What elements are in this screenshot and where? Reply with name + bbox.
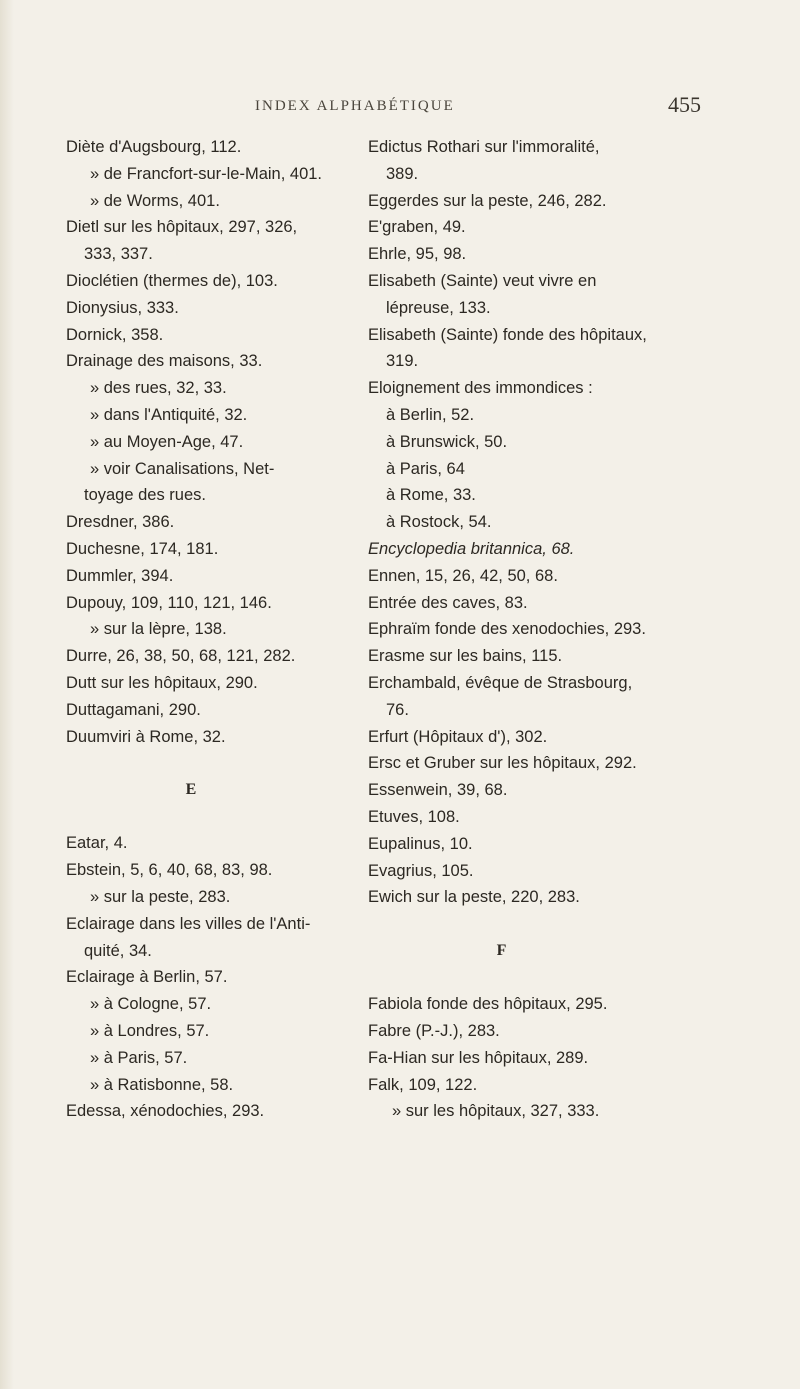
index-entry: Duumviri à Rome, 32.: [66, 727, 226, 746]
index-entry: Essenwein, 39, 68.: [368, 781, 508, 800]
index-entry: Dornick, 358.: [66, 325, 164, 344]
index-entry: Entrée des caves, 83.: [368, 593, 528, 612]
index-column-right: [368, 134, 673, 1125]
index-entry: Dresdner, 386.: [66, 513, 175, 532]
index-entry: 76.: [386, 700, 409, 719]
index-entry: Fa-Hian sur les hôpitaux, 289.: [368, 1048, 589, 1067]
index-entry: Eupalinus, 10.: [368, 834, 473, 853]
index-entry: Eclairage à Berlin, 57.: [66, 968, 228, 987]
index-entry: 333, 337.: [84, 245, 153, 264]
index-entry: Eatar, 4.: [66, 834, 128, 853]
index-entry: » au Moyen-Age, 47.: [90, 432, 244, 451]
index-entry: » sur la peste, 283.: [90, 887, 231, 906]
index-entry: E'graben, 49.: [368, 218, 466, 237]
running-title: INDEX ALPHABÉTIQUE: [255, 98, 455, 114]
index-entry: Ephraïm fonde des xenodochies, 293.: [368, 620, 646, 639]
index-entry: Duttagamani, 290.: [66, 700, 201, 719]
index-entry: » voir Canalisations, Net-: [90, 459, 275, 478]
index-entry: Drainage des maisons, 33.: [66, 352, 263, 371]
index-entry: 389.: [386, 164, 419, 183]
index-entry: à Brunswick, 50.: [386, 432, 508, 451]
index-entry: » des rues, 32, 33.: [90, 379, 227, 398]
index-entry: toyage des rues.: [84, 486, 206, 505]
index-entry: Duchesne, 174, 181.: [66, 539, 219, 558]
index-entry: Eclairage dans les villes de l'Anti-: [66, 914, 311, 933]
index-entry: » à Ratisbonne, 58.: [90, 1075, 234, 1094]
index-entry: Edictus Rothari sur l'immoralité,: [368, 138, 600, 156]
index-entry: » sur les hôpitaux, 327, 333.: [392, 1102, 600, 1121]
index-entry: Ennen, 15, 26, 42, 50, 68.: [368, 566, 558, 585]
index-entry: Elisabeth (Sainte) veut vivre en: [368, 271, 597, 290]
index-entry: Evagrius, 105.: [368, 861, 474, 880]
index-entry: Fabiola fonde des hôpitaux, 295.: [368, 995, 608, 1014]
page-edge: [0, 0, 14, 1389]
index-entry: Etuves, 108.: [368, 807, 460, 826]
index-entry: Ebstein, 5, 6, 40, 68, 83, 98.: [66, 861, 273, 880]
index-entry: Diète d'Augsbourg, 112.: [66, 138, 242, 156]
index-entry: Erfurt (Hôpitaux d'), 302.: [368, 727, 548, 746]
index-entry: à Paris, 64: [386, 459, 465, 478]
index-entry: 319.: [386, 352, 419, 371]
index-entry: Ewich sur la peste, 220, 283.: [368, 888, 580, 907]
index-entry: Dioclétien (thermes de), 103.: [66, 271, 278, 290]
index-entry: Elisabeth (Sainte) fonde des hôpitaux,: [368, 325, 647, 344]
index-entry: » à Londres, 57.: [90, 1021, 210, 1040]
index-entry: Dietl sur les hôpitaux, 297, 326,: [66, 218, 298, 237]
index-entry: Dutt sur les hôpitaux, 290.: [66, 673, 258, 692]
index-entry: Dupouy, 109, 110, 121, 146.: [66, 593, 272, 612]
index-entry: Encyclopedia britannica, 68.: [368, 539, 575, 558]
index-entry: Fabre (P.-J.), 283.: [368, 1021, 500, 1040]
index-entry: à Rostock, 54.: [386, 513, 492, 532]
index-entry: à Rome, 33.: [386, 486, 476, 505]
section-letter: F: [496, 942, 507, 960]
index-entry: » dans l'Antiquité, 32.: [90, 405, 248, 424]
index-entry: » sur la lèpre, 138.: [90, 620, 227, 639]
index-entry: à Berlin, 52.: [386, 405, 475, 424]
index-entry: Durre, 26, 38, 50, 68, 121, 282.: [66, 647, 296, 666]
index-entry: Edessa, xénodochies, 293.: [66, 1102, 265, 1121]
section-letter: E: [185, 781, 197, 799]
index-entry: Falk, 109, 122.: [368, 1075, 478, 1094]
index-column-left: [66, 134, 336, 1125]
index-entry: Eloignement des immondices :: [368, 379, 593, 398]
index-entry: Dummler, 394.: [66, 566, 174, 585]
index-entry: » de Francfort-sur-le-Main, 401.: [90, 164, 323, 183]
index-entry: Eggerdes sur la peste, 246, 282.: [368, 191, 607, 210]
page-number: 455: [668, 92, 701, 117]
index-entry: Ehrle, 95, 98.: [368, 245, 467, 264]
index-entry: » à Paris, 57.: [90, 1048, 188, 1067]
running-head: [0, 92, 800, 122]
index-entry: » à Cologne, 57.: [90, 995, 212, 1014]
index-entry: quité, 34.: [84, 941, 152, 960]
index-entry: Erchambald, évêque de Strasbourg,: [368, 673, 633, 692]
index-entry: Erasme sur les bains, 115.: [368, 647, 563, 666]
index-entry: lépreuse, 133.: [386, 298, 491, 317]
index-entry: Ersc et Gruber sur les hôpitaux, 292.: [368, 754, 637, 773]
index-entry: Dionysius, 333.: [66, 298, 179, 317]
index-entry: » de Worms, 401.: [90, 191, 220, 210]
